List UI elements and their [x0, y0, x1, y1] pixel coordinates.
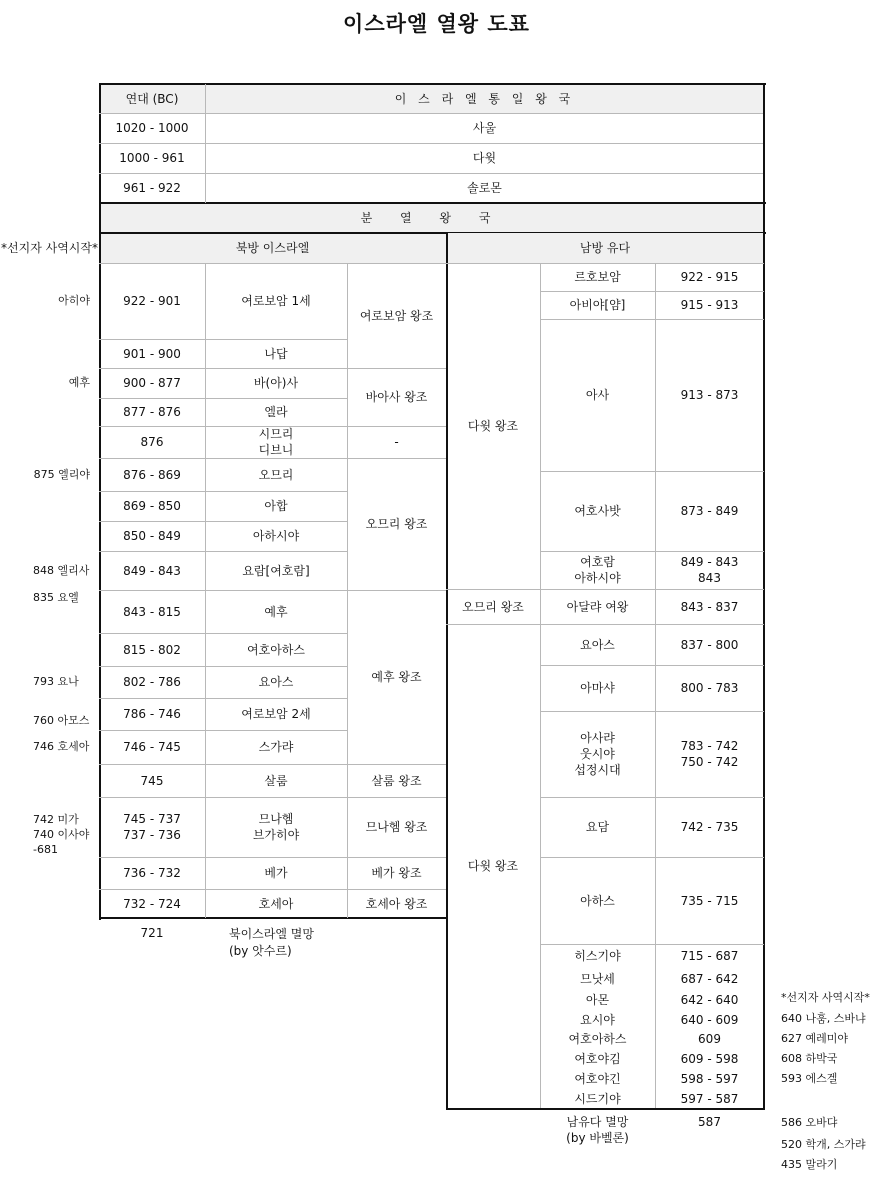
- south-row-line: [540, 665, 764, 666]
- south-row-line: [540, 944, 764, 945]
- south-row-line: [446, 589, 764, 590]
- north-row-line: [99, 633, 347, 634]
- south-col-line: [540, 263, 541, 1108]
- south-col-line: [655, 263, 656, 1108]
- north-row-king: 오므리: [258, 467, 294, 482]
- south-row-years: 609 - 598: [680, 1052, 739, 1066]
- south-row-years: 715 - 687: [680, 949, 739, 963]
- north-row-years: 815 - 802: [123, 642, 181, 657]
- south-prophet: 608 하박국: [781, 1052, 838, 1065]
- north-row-king: 여로보암 2세: [241, 707, 311, 721]
- north-prophet: 746 호세아: [33, 740, 90, 753]
- north-row-years: 786 - 746: [123, 707, 181, 721]
- north-row-years: 877 - 876: [123, 405, 181, 419]
- south-row-line: [540, 551, 764, 552]
- south-fall-year: 587: [698, 1115, 721, 1129]
- south-row-years: 640 - 609: [680, 1012, 739, 1027]
- north-row-line: [99, 666, 347, 667]
- south-prophet: 586 오바댜: [781, 1116, 838, 1129]
- south-row-years: 642 - 640: [680, 993, 739, 1007]
- south-prophet: 593 에스겔: [781, 1072, 838, 1085]
- north-row-years: 746 - 745: [123, 740, 181, 754]
- north-row-years: 850 - 849: [123, 529, 181, 543]
- south-row-king: 요담: [585, 820, 610, 834]
- north-row-line: [99, 797, 446, 798]
- south-row-years: 849 - 843 843: [680, 555, 739, 585]
- south-row-king: 여호람 아하시야: [574, 555, 621, 585]
- north-row-years: 876 - 869: [123, 467, 181, 482]
- north-prophet: 742 미가 740 이사야 -681: [33, 813, 90, 856]
- south-row-king: 아하스: [580, 893, 615, 908]
- north-row-king: 스가랴: [258, 740, 294, 754]
- north-row-king: 여호아하스: [247, 642, 305, 657]
- north-row-line: [99, 521, 347, 522]
- south-row-years: 913 - 873: [680, 388, 739, 402]
- north-row-king: 시므리 디브니: [258, 427, 294, 457]
- united-row-years: 1000 - 961: [119, 151, 185, 165]
- page-title: 이스라엘 열왕 도표: [343, 12, 530, 36]
- north-prophet: 760 아모스: [33, 714, 90, 727]
- south-header-line: [446, 263, 764, 264]
- north-prophet: 875 엘리야: [33, 468, 90, 481]
- north-row-years: 802 - 786: [123, 675, 181, 689]
- united-row-line: [99, 113, 764, 114]
- south-row-line: [540, 291, 764, 292]
- north-row-king: 예후: [264, 604, 288, 619]
- north-prophet: 아히야: [58, 294, 90, 307]
- south-row-king: 아사랴 웃시야 섭정시대: [574, 731, 621, 777]
- north-row-line: [99, 398, 347, 399]
- united-row-king: 다윗: [472, 151, 497, 165]
- north-row-king: 나답: [264, 346, 288, 361]
- north-row-king: 아하시야: [252, 529, 300, 543]
- south-row-years: 742 - 735: [680, 820, 739, 834]
- north-row-years: 869 - 850: [123, 499, 181, 513]
- south-row-line: [540, 319, 764, 320]
- north-row-king: 엘라: [264, 405, 288, 419]
- south-prophet-header: *선지자 사역시작*: [781, 991, 870, 1004]
- south-row-king: 요아스: [580, 637, 615, 652]
- south-row-king: 여호야김: [574, 1052, 621, 1066]
- north-fall-year: 721: [140, 926, 164, 940]
- south-left-border: [446, 233, 448, 1110]
- north-row-years: 876: [140, 435, 164, 449]
- north-row-years: 745 - 737 737 - 736: [123, 812, 181, 842]
- south-fall-text: 남유다 멸망 (by 바벨론): [566, 1115, 629, 1145]
- south-prophet: 435 말라기: [781, 1158, 838, 1171]
- north-prophet: 예후: [68, 376, 90, 389]
- south-row-years: 922 - 915: [680, 270, 739, 284]
- south-row-king: 요시야: [580, 1012, 615, 1027]
- north-fall-text: 북이스라엘 멸망 (by 앗수르): [229, 927, 314, 958]
- united-row-king: 솔로몬: [467, 181, 502, 195]
- north-dynasty: 예후 왕조: [371, 670, 422, 684]
- south-row-years: 783 - 742 750 - 742: [680, 739, 739, 769]
- united-row-years: 961 - 922: [123, 181, 181, 195]
- south-row-years: 609: [698, 1032, 721, 1046]
- north-prophet: 835 요엘: [33, 591, 79, 604]
- north-row-years: 900 - 877: [123, 376, 181, 390]
- north-dynasty: 여로보암 왕조: [359, 308, 434, 323]
- south-row-years: 873 - 849: [680, 504, 739, 518]
- south-row-years: 915 - 913: [680, 298, 739, 312]
- south-right-border: [763, 83, 765, 1110]
- north-row-line: [99, 698, 347, 699]
- south-row-years: 598 - 597: [680, 1072, 739, 1086]
- south-row-years: 800 - 783: [680, 681, 739, 695]
- north-dynasty: 므나헴 왕조: [365, 820, 428, 834]
- south-row-line: [540, 711, 764, 712]
- north-row-line: [99, 857, 446, 858]
- south-row-years: 837 - 800: [680, 637, 739, 652]
- south-dynasty: 다윗 왕조: [467, 859, 519, 873]
- north-row-line: [99, 339, 347, 340]
- year-header: 연대 (BC): [99, 84, 205, 113]
- north-row-line: [99, 491, 347, 492]
- south-dynasty: 오므리 왕조: [462, 599, 524, 614]
- north-bottom-border: [99, 917, 448, 919]
- north-dynasty: 호세아 왕조: [365, 896, 428, 911]
- north-row-years: 745: [140, 773, 164, 788]
- south-row-king: 아비야[얌]: [569, 298, 626, 312]
- south-row-king: 여호야긴: [574, 1072, 621, 1086]
- north-row-years: 922 - 901: [123, 294, 181, 308]
- united-row-line: [99, 173, 764, 174]
- south-row-king: 아달랴 여왕: [566, 599, 629, 614]
- united-row-line: [99, 143, 764, 144]
- united-row-years: 1020 - 1000: [115, 121, 189, 135]
- north-row-king: 바(아)사: [253, 376, 299, 390]
- north-dynasty: 오므리 왕조: [365, 517, 428, 531]
- north-row-king: 요람[여호람]: [242, 563, 310, 578]
- north-row-years: 843 - 815: [123, 604, 181, 619]
- north-prophet-header: *선지자 사역시작*: [1, 241, 98, 255]
- north-row-line: [99, 590, 446, 591]
- south-row-years: 687 - 642: [680, 972, 739, 986]
- north-row-line: [99, 551, 347, 552]
- south-row-years: 597 - 587: [680, 1091, 739, 1106]
- divided-top-border: [99, 202, 766, 204]
- south-row-king: 르호보암: [574, 270, 621, 284]
- north-row-years: 736 - 732: [123, 866, 181, 880]
- north-row-line: [99, 889, 446, 890]
- north-row-king: 여로보암 1세: [241, 294, 311, 308]
- north-prophet: 793 요나: [33, 675, 79, 688]
- outer-top-border: [99, 83, 766, 85]
- south-prophet: 627 예레미야: [781, 1032, 848, 1045]
- south-row-line: [446, 624, 764, 625]
- north-row-line: [99, 764, 446, 765]
- south-row-king: 므낫세: [580, 972, 615, 986]
- north-row-king: 살룸: [264, 773, 288, 788]
- north-left-border: [99, 83, 101, 920]
- united-kingdom-header: 이 스 라 엘 통 일 왕 국: [205, 84, 764, 113]
- north-header: 북방 이스라엘: [99, 233, 446, 263]
- south-prophet: 640 나훔, 스바냐: [781, 1012, 866, 1025]
- north-dynasty: 살룸 왕조: [371, 773, 422, 788]
- north-prophet: 848 엘리사: [33, 564, 90, 577]
- south-row-king: 아몬: [585, 993, 610, 1007]
- south-bottom-border: [446, 1108, 765, 1110]
- north-row-line: [99, 458, 446, 459]
- north-row-king: 아합: [264, 499, 288, 513]
- north-row-line: [99, 730, 347, 731]
- south-header: 남방 유다: [446, 233, 764, 263]
- north-row-king: 므나헴 브가히야: [252, 812, 300, 842]
- south-row-king: 여호사밧: [574, 504, 621, 518]
- north-row-years: 901 - 900: [123, 346, 181, 361]
- north-row-king: 요아스: [258, 675, 294, 689]
- south-row-line: [540, 857, 764, 858]
- north-row-king: 호세아: [258, 896, 294, 911]
- north-dynasty: -: [394, 435, 399, 449]
- north-row-line: [99, 368, 446, 369]
- south-row-king: 시드기야: [574, 1091, 621, 1106]
- south-row-king: 아마샤: [580, 681, 615, 695]
- south-row-years: 843 - 837: [680, 599, 739, 614]
- united-row-king: 사울: [472, 121, 497, 135]
- north-row-years: 732 - 724: [123, 896, 181, 911]
- south-row-line: [540, 797, 764, 798]
- north-dynasty: 베가 왕조: [371, 866, 422, 880]
- divided-kingdom-header: 분 열 왕 국: [99, 203, 764, 233]
- south-row-king: 여호아하스: [568, 1032, 627, 1046]
- north-row-king: 베가: [264, 866, 288, 880]
- south-dynasty: 다윗 왕조: [467, 419, 519, 433]
- south-prophet: 520 학개, 스가랴: [781, 1138, 866, 1151]
- south-row-king: 히스기야: [574, 949, 621, 963]
- north-row-line: [99, 426, 446, 427]
- south-row-line: [540, 471, 764, 472]
- north-header-line: [99, 263, 446, 264]
- south-row-years: 735 - 715: [680, 893, 739, 908]
- north-row-years: 849 - 843: [123, 563, 181, 578]
- south-row-king: 아사: [585, 388, 610, 402]
- north-dynasty: 바아사 왕조: [365, 390, 428, 404]
